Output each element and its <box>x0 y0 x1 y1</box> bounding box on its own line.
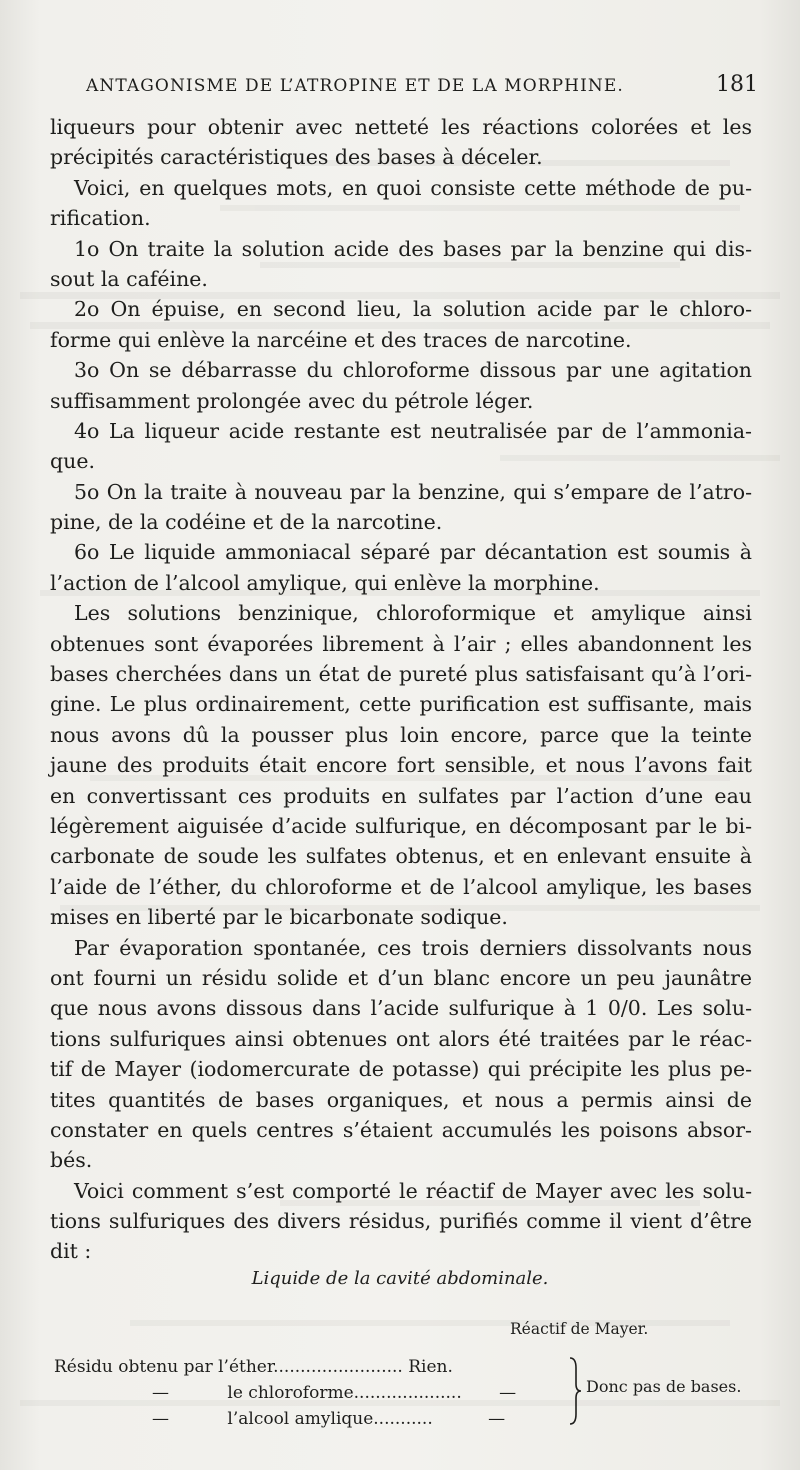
text-line: suffisamment prolongée avec du pétrole léger. <box>50 388 534 413</box>
running-head-title: ANTAGONISME DE L’ATROPINE ET DE LA MORPHINE. <box>86 76 624 96</box>
row-leader-dots: ........... <box>373 1409 433 1429</box>
text-line: 6o Le liquide ammoniacal séparé par décantation est soumis à <box>74 540 752 565</box>
text-line: dit : <box>50 1239 92 1264</box>
text-line: tions sulfuriques des divers résidus, purifiés comme il vient d’être <box>50 1209 752 1234</box>
text-line: obtenues sont évaporées librement à l’air ; elles abandonnent les <box>50 631 752 656</box>
text-line: gine. Le plus ordinairement, cette purification est suffisante, mais <box>50 692 752 717</box>
text-line: mises en liberté par le bicarbonate sodique. <box>50 905 508 930</box>
text-line: tif de Mayer (iodomercurate de potasse) qui précipite les plus pe- <box>50 1057 752 1082</box>
text-line: constater en quels centres s’étaient accumulés les poisons absor- <box>50 1117 752 1142</box>
table-row <box>54 1356 453 1378</box>
row-result: — <box>488 1409 506 1429</box>
text-line: en convertissant ces produits en sulfates par l’action d’une eau <box>50 783 752 808</box>
text-line: Voici, en quelques mots, en quoi consiste cette méthode de pu- <box>74 175 752 200</box>
text-line: 1o On traite la solution acide des bases par la benzine qui dis- <box>74 236 752 261</box>
text-line: jaune des produits était encore fort sensible, et nous l’avons fait <box>50 753 752 778</box>
text-line: 3o On se débarrasse du chloroforme dissous par une agitation <box>74 358 752 383</box>
table-section-title: Liquide de la cavité abdominale. <box>251 1268 549 1289</box>
text-line: légèrement aiguisée d’acide sulfurique, en décomposant par le bi- <box>50 813 752 838</box>
text-line: rification. <box>50 206 151 231</box>
table-row <box>152 1408 505 1430</box>
text-line: nous avons dû la pousser plus loin encore, parce que la teinte <box>50 722 752 747</box>
text-line: 4o La liqueur acide restante est neutralisée par de l’ammonia- <box>74 418 752 443</box>
right-brace <box>568 1356 582 1426</box>
table-row <box>152 1382 516 1404</box>
text-line: ont fourni un résidu solide et d’un blanc encore un peu jaunâtre <box>50 965 752 990</box>
row-result: — <box>499 1383 517 1403</box>
row-leader-dots: .................... <box>353 1383 462 1403</box>
row-ditto-dash: — <box>152 1383 169 1403</box>
text-line: l’action de l’alcool amylique, qui enlève la morphine. <box>50 570 600 595</box>
row-ditto-dash: — <box>152 1409 169 1429</box>
table-column-head: Réactif de Mayer. <box>510 1320 649 1338</box>
table-conclusion: Donc pas de bases. <box>586 1377 742 1396</box>
text-line: tites quantités de bases organiques, et nous a permis ainsi de <box>50 1087 752 1112</box>
text-line: précipités caractéristiques des bases à déceler. <box>50 145 543 170</box>
text-line: carbonate de soude les sulfates obtenus, et en enlevant ensuite à <box>50 844 752 869</box>
row-result: Rien. <box>408 1357 453 1377</box>
row-label: Résidu obtenu par l’éther <box>54 1357 274 1377</box>
text-line: l’aide de l’éther, du chloroforme et de l’alcool amylique, les bases <box>50 874 752 899</box>
text-line: tions sulfuriques ainsi obtenues ont alors été traitées par le réac- <box>50 1026 752 1051</box>
text-line: Par évaporation spontanée, ces trois derniers dissolvants nous <box>74 935 752 960</box>
text-line: pine, de la codéine et de la narcotine. <box>50 510 443 535</box>
body-text <box>50 112 752 1267</box>
text-line: Voici comment s’est comporté le réactif de Mayer avec les solu- <box>74 1178 752 1203</box>
text-line: 2o On épuise, en second lieu, la solution acide par le chloro- <box>74 297 752 322</box>
text-line: que nous avons dissous dans l’acide sulfurique à 1 0/0. Les solu- <box>50 996 752 1021</box>
running-head <box>86 72 758 106</box>
text-line: que. <box>50 449 95 474</box>
text-line: liqueurs pour obtenir avec netteté les réactions colorées et les <box>50 115 752 139</box>
text-line: forme qui enlève la narcéine et des traces de narcotine. <box>50 327 632 352</box>
text-line: bases cherchées dans un état de pureté plus satisfaisant qu’à l’ori- <box>50 662 752 687</box>
row-label: le chloroforme <box>227 1383 354 1403</box>
text-line: bés. <box>50 1148 93 1173</box>
page-number: 181 <box>716 72 758 97</box>
row-leader-dots: ........................ <box>273 1357 403 1377</box>
row-label: l’alcool amylique <box>227 1409 374 1429</box>
text-line: sout la caféine. <box>50 266 208 291</box>
text-line: Les solutions benzinique, chloroformique et amylique ainsi <box>74 601 752 626</box>
text-line: 5o On la traite à nouveau par la benzine, qui s’empare de l’atro- <box>74 479 752 504</box>
